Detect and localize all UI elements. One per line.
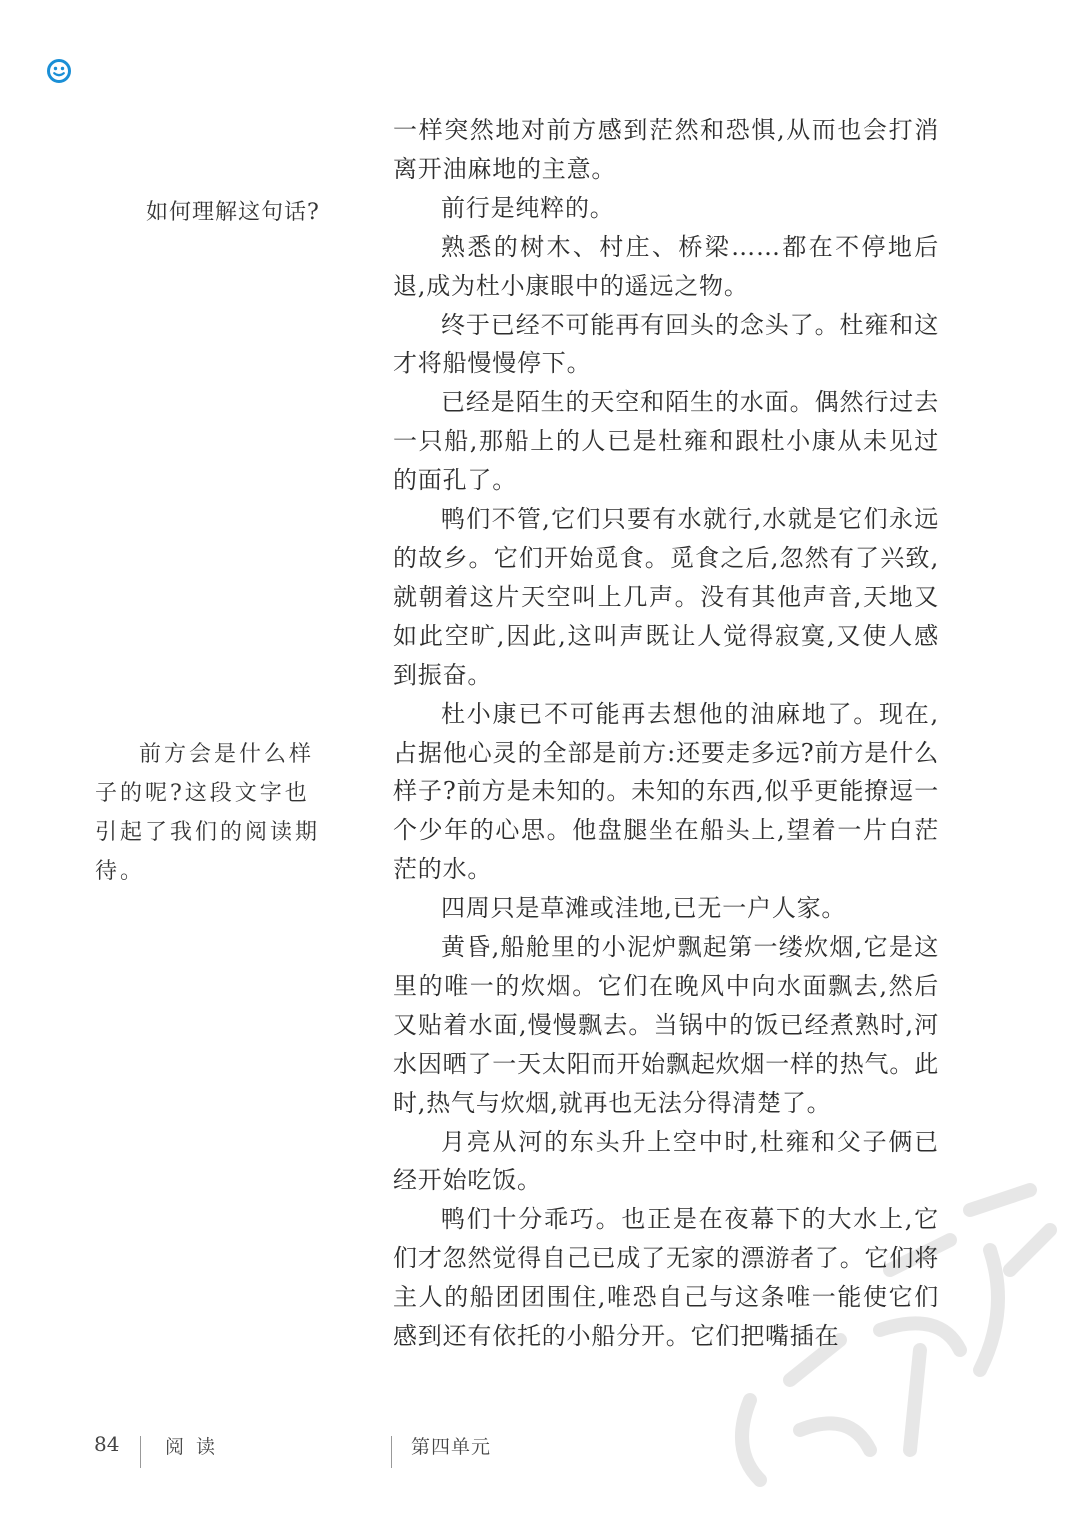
paragraph: 鸭们不管,它们只要有水就行,水就是它们永远的故乡。它们开始觅食。觅食之后,忽然有了兴致,就朝着这片天空叫上几声。没有其他声音,天地又如此空旷,因此,这叫声既让人觉得寂寞,又使人感到振奋。 (393, 505, 939, 689)
margin-note-question: 如何理解这句话? (146, 200, 320, 225)
watermark-icon (690, 1150, 1060, 1510)
smiley-face-icon (46, 58, 72, 84)
margin-note-expectation (95, 735, 330, 891)
paragraph: 四周只是草滩或洼地,已无一户人家。 (441, 894, 847, 923)
paragraph: 月亮从河的东头升上空中时,杜雍和父子俩已经开始吃饭。 (393, 1127, 939, 1195)
footer-divider (391, 1436, 392, 1468)
page-number: 84 (94, 1432, 120, 1456)
paragraph: 熟悉的树木、村庄、桥梁……都在不停地后退,成为杜小康眼中的遥远之物。 (393, 232, 939, 300)
paragraph: 终于已经不可能再有回头的念头了。杜雍和这才将船慢慢停下。 (393, 310, 939, 378)
paragraph: 一样突然地对前方感到茫然和恐惧,从而也会打消离开油麻地的主意。 (393, 116, 939, 183)
section-name: 阅读 (165, 1436, 228, 1458)
paragraph: 鸭们十分乖巧。也正是在夜幕下的大水上,它们才忽然觉得自己已成了无家的漂游者了。它们将主人的船团团围住,唯恐自己与这条唯一能使它们感到还有依托的小船分开。它们把嘴插在 (393, 1205, 939, 1351)
unit-name: 第四单元 (411, 1436, 492, 1458)
paragraph: 前行是纯粹的。 (441, 193, 615, 222)
margin-note-text: 前方会是什么样子的呢?这段文字也引起了我们的阅读期待。 (95, 742, 321, 884)
paragraph: 黄昏,船舱里的小泥炉飘起第一缕炊烟,它是这里的唯一的炊烟。它们在晚风中向水面飘去,然后又贴着水面,慢慢飘去。当锅中的饭已经煮熟时,河水因晒了一天太阳而开始飘起炊烟一样的热气。此时,热气与炊烟,就再也无法分得清楚了。 (393, 933, 939, 1117)
paragraph: 杜小康已不可能再去想他的油麻地了。现在,占据他心灵的全部是前方:还要走多远?前方是什么样子?前方是未知的。未知的东西,似乎更能撩逗一个少年的心思。他盘腿坐在船头上,望着一片白茫茫的水。 (393, 699, 939, 884)
footer-divider (140, 1436, 141, 1468)
paragraph: 已经是陌生的天空和陌生的水面。偶然行过去一只船,那船上的人已是杜雍和跟杜小康从未见过的面孔了。 (393, 388, 939, 495)
